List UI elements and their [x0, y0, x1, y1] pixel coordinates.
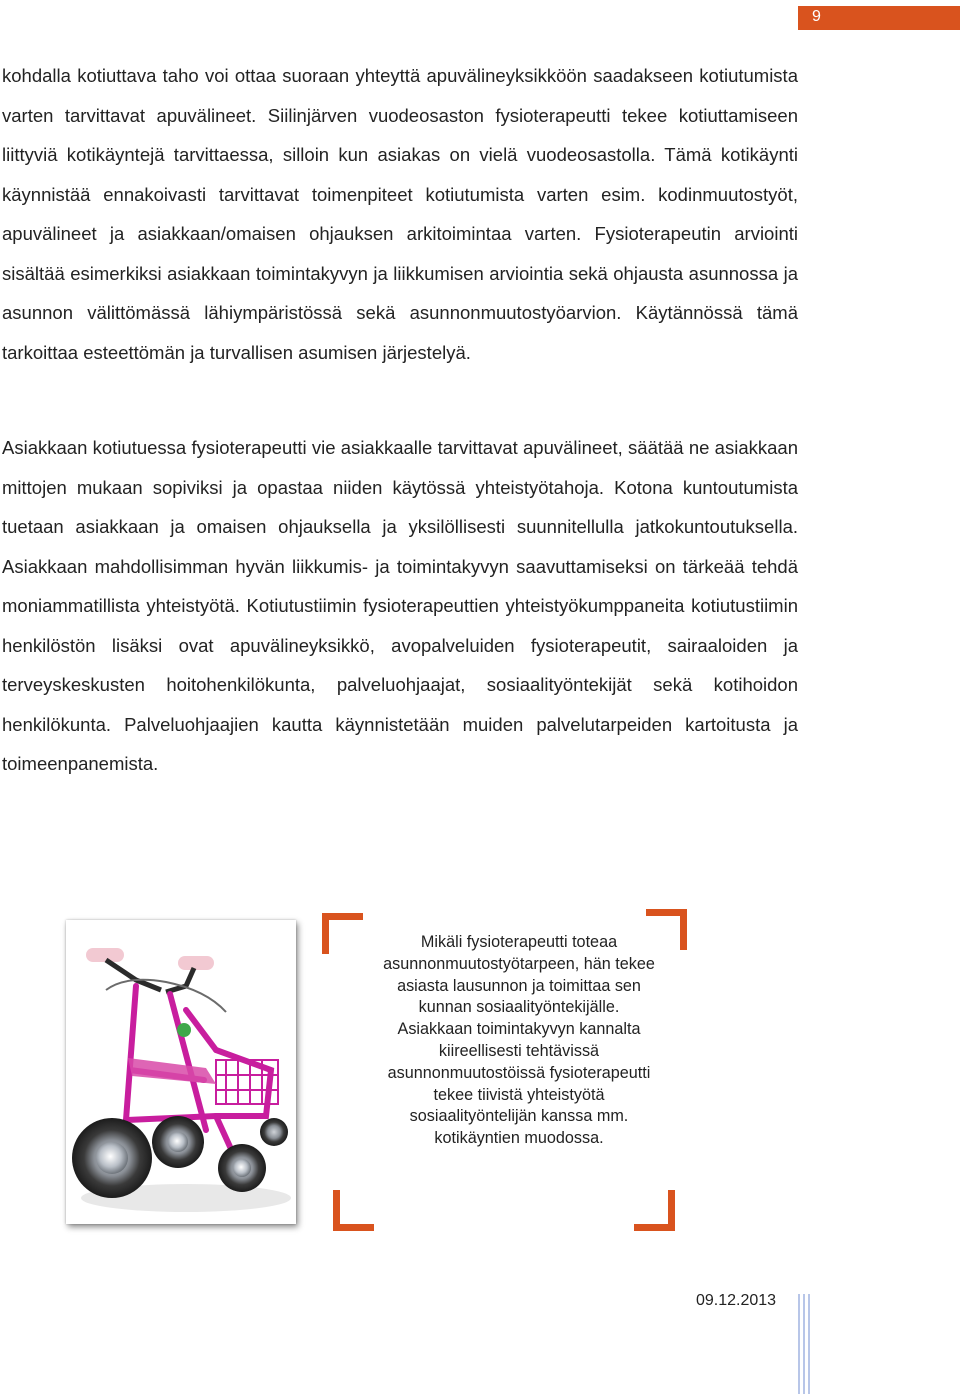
- callout-corner-bottom-right: [634, 1190, 675, 1231]
- rollator-walker-icon: [66, 920, 296, 1224]
- callout-text: Mikäli fysioterapeutti toteaa asunnonmuutostyötarpeen, hän tekee asiasta lausunnon ja toimittaa sen kunnan sosiaalityöntekijälle. Asiakkaan toimintakyvyn kannalta kiireellisesti tehtävissä asunnonmuutostöissä fysioterapeutti tekee tiivistä yhteistyötä sosiaalityöntelijän kanssa mm. kotikäyntien muodossa.: [383, 933, 655, 1148]
- callout-corner-top-left: [322, 913, 363, 954]
- footer-date: 09.12.2013: [696, 1292, 777, 1309]
- footer-decorative-rules: [798, 1294, 812, 1394]
- page-number-bar: [798, 6, 960, 30]
- page-number: 9: [812, 8, 821, 25]
- body-paragraph-2: Asiakkaan kotiutuessa fysioterapeutti vie asiakkaalle tarvittavat apuvälineet, säätää ne asiakkaan mittojen mukaan sopiviksi ja opastaa niiden käytössä yhteistyötahoja. Kotona kuntoutumista tuetaan asiakkaan ja omaisen ohjauksella ja yksilöllisesti suunnitellulla jatkokuntoutuksella. Asiakkaan mahdollisimman hyvän liikkumis- ja toimintakyvyn saavuttamiseksi on tärkeää tehdä moniammatillista yhteistyötä. Kotiutustiimin fysioterapeuttien yhteistyökumppaneita kotiutustiimin henkilöstön lisäksi ovat apuvälineyksikkö, avopalveluiden fysioterapeutit, sairaaloiden ja terveyskeskusten hoitohenkilökunta, palveluohjaajat, sosiaalityöntekijät sekä kotihoidon henkilökunta. Palveluohjaajien kautta käynnistetään muiden palvelutarpeiden kartoitusta ja toimeenpanemista.: [2, 437, 798, 774]
- callout-corner-bottom-left: [333, 1190, 374, 1231]
- body-paragraph-1: kohdalla kotiuttava taho voi ottaa suoraan yhteyttä apuvälineyksikköön saadakseen kotiutumista varten tarvittavat apuvälineet. Siilinjärven vuodeosaston fysioterapeutti tekee kotiuttamiseen liittyviä kotikäyntejä tarvittaessa, silloin kun asiakas on vielä vuodeosastolla. Tämä kotikäynti käynnistää ennakoivasti tarvittavat toimenpiteet kotiutumista varten esim. kodinmuutostyöt, apuvälineet ja asiakkaan/omaisen ohjauksen arkitoimintaa varten. Fysioterapeutin arviointi sisältää esimerkiksi asiakkaan toimintakyvyn ja liikkumisen arviointia sekä ohjausta asunnossa ja asunnon välittömässä lähiympäristössä sekä asunnonmuutostyöarvion. Käytännössä tämä tarkoittaa esteettömän ja turvallisen asumisen järjestelyä.: [2, 65, 798, 363]
- rollator-photo: [66, 920, 296, 1224]
